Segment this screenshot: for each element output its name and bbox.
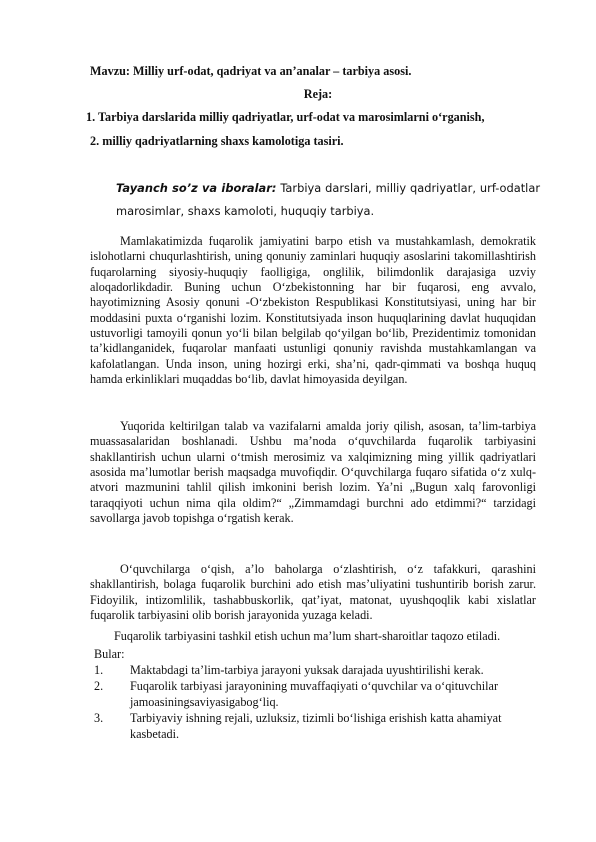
list-item-number: 1.	[94, 663, 104, 677]
list-item-number: 3.	[94, 711, 104, 725]
list-item-text: Tarbiyaviy ishning rejali, uzluksiz, tizimli bo‘lishiga erishish katta ahamiyat kasbetadi.	[130, 711, 502, 741]
list-item-text: Fuqarolik tarbiyasi jarayonining muvaffaqiyati o‘quvchilar va o‘qituvchilar jamoasiningsaviyasigabog‘liq.	[130, 679, 499, 709]
list-item-number: 2.	[94, 679, 104, 693]
plan-item-1: 1. Tarbiya darslarida milliy qadriyatlar, urf-odat va marosimlarni o‘rganish,	[86, 110, 485, 124]
list-item	[94, 662, 548, 678]
keywords-text: Tarbiya darslari, milliy qadriyatlar, urf-odatlar marosimlar, shaxs kamoloti, huquqiy tarbiya.	[116, 181, 540, 218]
paragraph-1: Mamlakatimizda fuqarolik jamiyatini barpo etish va mustahkamlash, demokratik islohotlarni chuqurlashtirish, uning qonuniy zaminlari huquqiy asoslarini takomillashtirish fuqarolarning siyosiy-huquqiy faolligiga, onglilik, bilimdonlik darajasiga uzviy aloqadorlikdadir. Buning uchun O‘zbekistonning har bir fuqarosi, eng avvalo, hayotimizning Asosiy qonuni -O‘zbekiston Respublikasi Konstitutsiyasi, uning har bir moddasini puxta o‘rganishi lozim. Konstitutsiyada inson huquqlarining davlat huquqidan ustuvorligi tamoyili qonun yo‘li bilan belgilab qo‘yilgan bo‘lib, Prezidentimiz tomonidan ta’kidlanganidek, fuqarolar manfaati ustunligi qonuniy ravishda mustahkamlangan va kafolatlangan. Unda inson, uning hozirgi erki, sha’ni, qadr-qimmati va boshqa huquq hamda erkinliklari muqaddas bo‘lib, davlat himoyasida deyilgan.	[90, 234, 536, 387]
keywords-block	[116, 177, 540, 223]
topic-heading: Mavzu: Milliy urf-odat, qadriyat va an’analar – tarbiya asosi.	[90, 64, 412, 78]
list-item	[94, 678, 530, 710]
list-item	[94, 710, 550, 742]
paragraph-4: Fuqarolik tarbiyasini tashkil etish uchun ma’lum shart-sharoitlar taqozo etiladi.	[114, 629, 501, 643]
keywords-label: Tayanch so’z va iboralar:	[116, 181, 277, 195]
paragraph-3: O‘quvchilarga o‘qish, a’lo baholarga o‘zlashtirish, o‘z tafakkuri, qarashini shakllantirish, bolaga fuqarolik burchini ado etish mas’uliyatini tushuntirib borish zarur. Fidoyilik, intizomlilik, tashabbuskorlik, qat’iyat, matonat, uyushqoqlik kabi xislatlar fuqarolik tarbiyasini olib borish jarayonida yuzaga keladi.	[90, 562, 536, 623]
plan-title: Reja:	[303, 87, 333, 101]
list-item-text: Maktabdagi ta’lim-tarbiya jarayoni yuksak darajada uyushtirilishi kerak.	[130, 663, 484, 677]
list-intro: Bular:	[94, 647, 125, 661]
plan-item-2: 2. milliy qadriyatlarning shaxs kamolotiga tasiri.	[90, 134, 344, 148]
paragraph-2: Yuqorida keltirilgan talab va vazifalarni amalda joriy qilish, asosan, ta’lim-tarbiya muassasalaridan boshlanadi. Ushbu ma’noda o‘quvchilarda fuqarolik tarbiyasini shakllantirish uchun ularni o‘tmish merosimiz va xalqimizning ming yillik qadriyatlari asosida ma’lumotlar berish maqsadga muvofiqdir. O‘quvchilarga fuqaro sifatida o‘z xulq-atvori mazmunini tahlil qilish imkonini berish lozim. Ya’ni „Bugun xalq farovonligi taraqqiyoti uchun nima qila oldim?“ „Zimmamdagi burchni ado etdimmi?“ tarzidagi savollarga javob topishga o‘rgatish kerak.	[90, 419, 536, 526]
conditions-list	[88, 646, 548, 742]
